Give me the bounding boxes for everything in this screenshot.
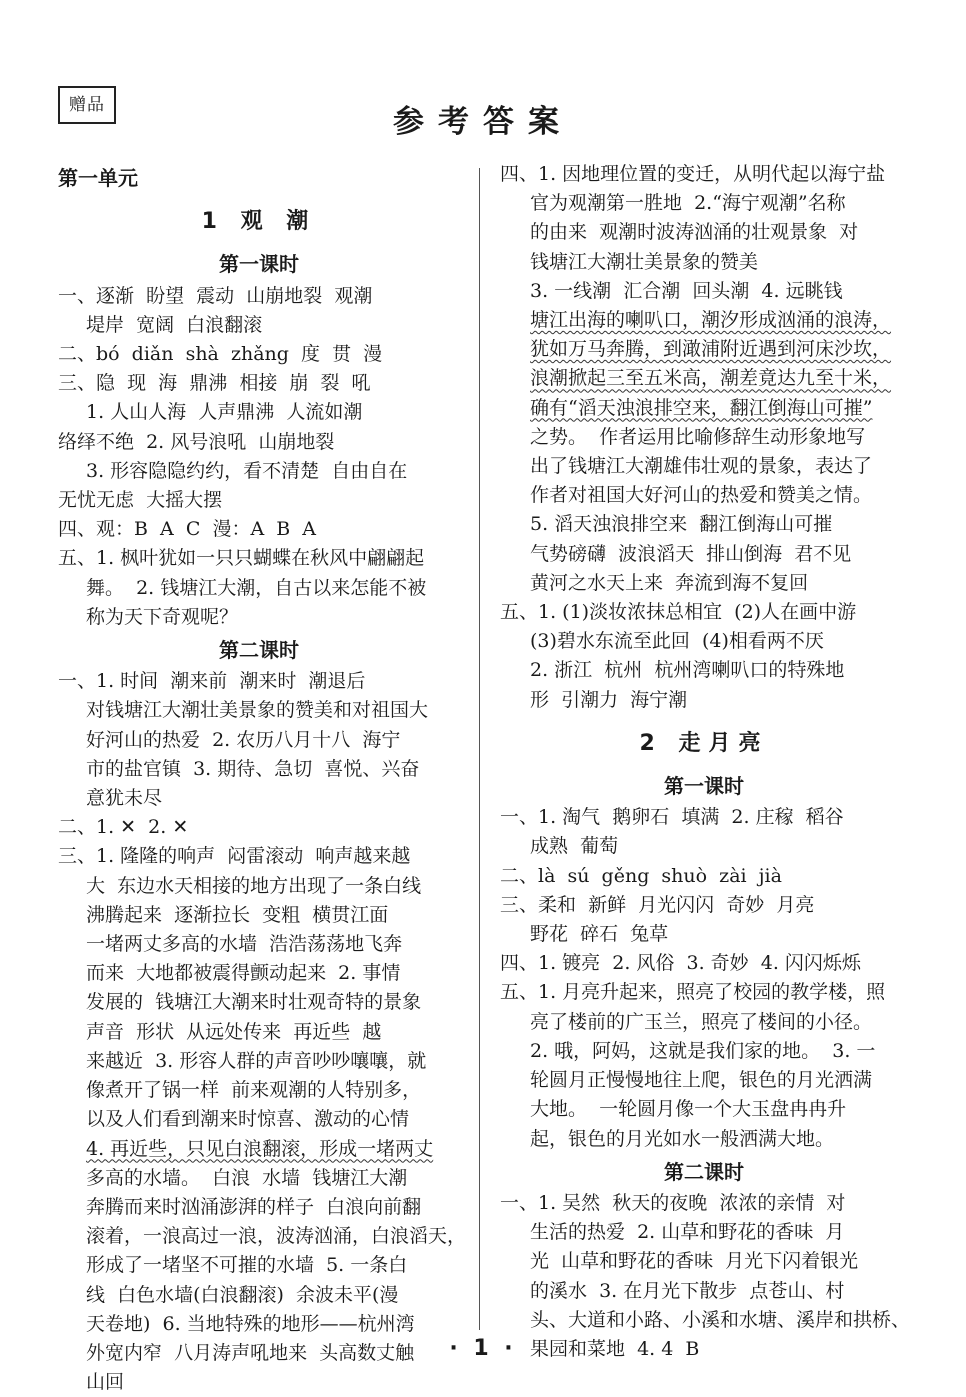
answer-line: 2. 哦，阿妈，这就是我们家的地。 3. 一 [530,1039,876,1062]
answer-line: 三、隐 现 海 鼎沸 相接 崩 裂 吼 [58,372,371,395]
answer-line: 3. 形容隐隐约约，看不清楚 自由自在 [86,459,408,482]
answer-line: 声音 形状 从远处传来 再近些 越 [86,1020,382,1043]
answer-line: 舞。 2. 钱塘江大潮，自古以来怎能不被 [86,576,427,599]
lesson-title: 1 观 潮 [201,209,317,235]
answer-line: 成熟 葡萄 [530,835,619,858]
answer-line: 二、bó diǎn shà zhǎng 度 贯 漫 [58,343,383,366]
answer-line: 形成了一堵坚不可摧的水墙 5. 一条白 [86,1254,408,1277]
answer-line: 气势磅礴 波浪滔天 排山倒海 君不见 [530,542,852,565]
lesson-title: 2 走月亮 [639,730,769,756]
answer-line: 2. 浙江 杭州 杭州湾喇叭口的特殊地 [530,659,845,682]
answer-line: 三、1. 隆隆的响声 闷雷滚动 响声越来越 [58,845,411,868]
answer-line: 大 东边水天相接的地方出现了一条白线 [86,874,422,897]
answer-line: 大地。 一轮圆月像一个大玉盘冉冉升 [530,1098,847,1121]
answer-line: 一、1. 时间 潮来前 潮来时 潮退后 [58,670,366,693]
answer-line: 滚着，一浪高过一浪，波涛汹涌，白浪滔天， [86,1225,467,1248]
answer-line: 而来 大地都被震得颤动起来 2. 事情 [86,962,401,985]
answer-line: 光 山草和野花的香味 月光下闪着银光 [530,1250,859,1273]
answer-line: (3)碧水东流至此回 (4)相看两不厌 [530,630,824,653]
answer-line: 生活的热爱 2. 山草和野花的香味 月 [530,1221,845,1244]
unit-heading: 第一单元 [58,166,138,190]
answer-line: 黄河之水天上来 奔流到海不复回 [530,571,809,594]
answer-line: 称为天下奇观呢？ [86,605,239,628]
column-divider [479,168,480,1330]
answer-line: 五、1. (1)淡妆浓抹总相宜 (2)人在画中游 [500,601,857,624]
answer-line: 钱塘江大潮壮美景象的赞美 [530,250,759,273]
answer-line: 多高的水墙。 白浪 水墙 钱塘江大潮 [86,1166,408,1189]
answer-line: 作者对祖国大好河山的热爱和赞美之情。 [530,484,873,507]
answer-line-underlined: 塘江出海的喇叭口，潮汐形成汹涌的浪涛， [530,309,892,332]
answer-line: 出了钱塘江大潮雄伟壮观的景象，表达了 [530,455,873,478]
answer-line: 意犹未尽 [86,787,163,810]
answer-line: 头、大道和小路、小溪和水塘、溪岸和拱桥、 [530,1308,911,1331]
answer-line: 一、1. 吴然 秋天的夜晚 浓浓的亲情 对 [500,1191,846,1214]
answer-line: 一、逐渐 盼望 震动 山崩地裂 观潮 [58,284,373,307]
answer-line: 好河山的热爱 2. 农历八月十八 海宁 [86,728,401,751]
answer-line: 形 引潮力 海宁潮 [530,688,688,711]
answer-line-underlined: 犹如万马奔腾，到澉浦附近遇到河床沙坎， [530,338,892,361]
left-column [58,160,467,1397]
answer-line: 络绎不绝 2. 风号浪吼 山崩地裂 [58,430,335,453]
period-heading: 第一课时 [219,252,299,277]
answer-line: 发展的 钱塘江大潮来时壮观奇特的景象 [86,991,422,1014]
period-heading: 第二课时 [664,1159,744,1184]
answer-line: 线 白色水墙(白浪翻滚) 余波未平(漫 [86,1283,399,1306]
answer-line: 来越近 3. 形容人群的声音吵吵嚷嚷，就 [86,1049,427,1072]
answer-line: 奔腾而来时汹涌澎湃的样子 白浪向前翻 [86,1195,422,1218]
answer-line: 三、柔和 新鲜 月光闪闪 奇妙 月亮 [500,893,815,916]
answer-line: 像煮开了锅一样 前来观潮的人特别多， [86,1079,422,1102]
answer-line: 二、là sú gěng shuò zài jià [500,864,782,887]
answer-line-underlined: 确有“滔天浊浪排空来，翻江倒海山可摧” [530,396,873,419]
right-column [500,160,911,1364]
answer-line: 野花 碎石 兔草 [530,923,669,946]
answer-line: 5. 滔天浊浪排空来 翻江倒海山可摧 [530,513,833,536]
answer-line: 四、1. 镀亮 2. 风俗 3. 奇妙 4. 闪闪烁烁 [500,952,861,975]
answer-line-underlined: 浪潮掀起三至五米高，潮差竟达九至十米， [530,367,892,390]
answer-line: 以及人们看到潮来时惊喜、激动的心情 [86,1108,410,1131]
answer-line: 果园和菜地 4. 4 B [530,1337,700,1360]
answer-line: 四、1. 因地理位置的变迁，从明代起以海宁盐 [500,163,886,185]
answer-line: 无忧无虑 大摇大摆 [58,489,223,512]
answer-line: 一堵两丈多高的水墙 浩浩荡荡地飞奔 [86,933,403,956]
page-title: 参考答案 [393,104,573,140]
answer-line: 对钱塘江大潮壮美景象的赞美和对祖国大 [86,699,429,722]
answer-line: 沸腾起来 逐渐拉长 变粗 横贯江面 [86,903,389,926]
page-number: · 1 · [449,1336,517,1361]
answer-line-underlined: 4. 再近些，只见白浪翻滚，形成一堵两丈 [86,1137,434,1160]
answer-line: 的溪水 3. 在月光下散步 点苍山、村 [530,1279,845,1302]
answer-line: 堤岸 宽阔 白浪翻滚 [86,313,263,336]
answer-line: 亮了楼前的广玉兰，照亮了楼间的小径。 [530,1010,873,1033]
answer-line: 五、1. 月亮升起来，照亮了校园的教学楼，照 [500,981,886,1004]
answer-line: 四、观：B A C 漫：A B A [58,518,317,541]
answer-line: 一、1. 淘气 鹅卵石 填满 2. 庄稼 稻谷 [500,806,844,829]
answer-line: 之势。 作者运用比喻修辞生动形象地写 [530,425,866,448]
period-heading: 第一课时 [664,774,744,799]
gift-label: 赠品 [58,86,116,124]
answer-line: 天卷地) 6. 当地特殊的地形——杭州湾 [86,1312,415,1335]
answer-line: 3. 一线潮 汇合潮 回头潮 4. 远眺钱 [530,279,843,302]
answer-line: 市的盐官镇 3. 期待、急切 喜悦、兴奋 [86,757,420,780]
period-heading: 第二课时 [219,638,299,663]
answer-line: 官为观潮第一胜地 2.“海宁观潮”名称 [530,192,846,215]
answer-line: 外宽内窄 八月涛声吼地来 头高数丈触 [86,1341,415,1364]
answer-line: 二、1. ✕ 2. ✕ [58,816,189,839]
answer-line: 轮圆月正慢慢地往上爬，银色的月光洒满 [530,1069,873,1092]
answer-line: 五、1. 枫叶犹如一只只蝴蝶在秋风中翩翩起 [58,547,425,570]
answer-line: 起，银色的月光如水一般洒满大地。 [530,1127,835,1150]
answer-line: 山回 [86,1371,125,1394]
answer-line: 1. 人山人海 人声鼎沸 人流如潮 [86,401,363,424]
answer-line: 的由来 观潮时波涛汹涌的壮观景象 对 [530,221,859,244]
